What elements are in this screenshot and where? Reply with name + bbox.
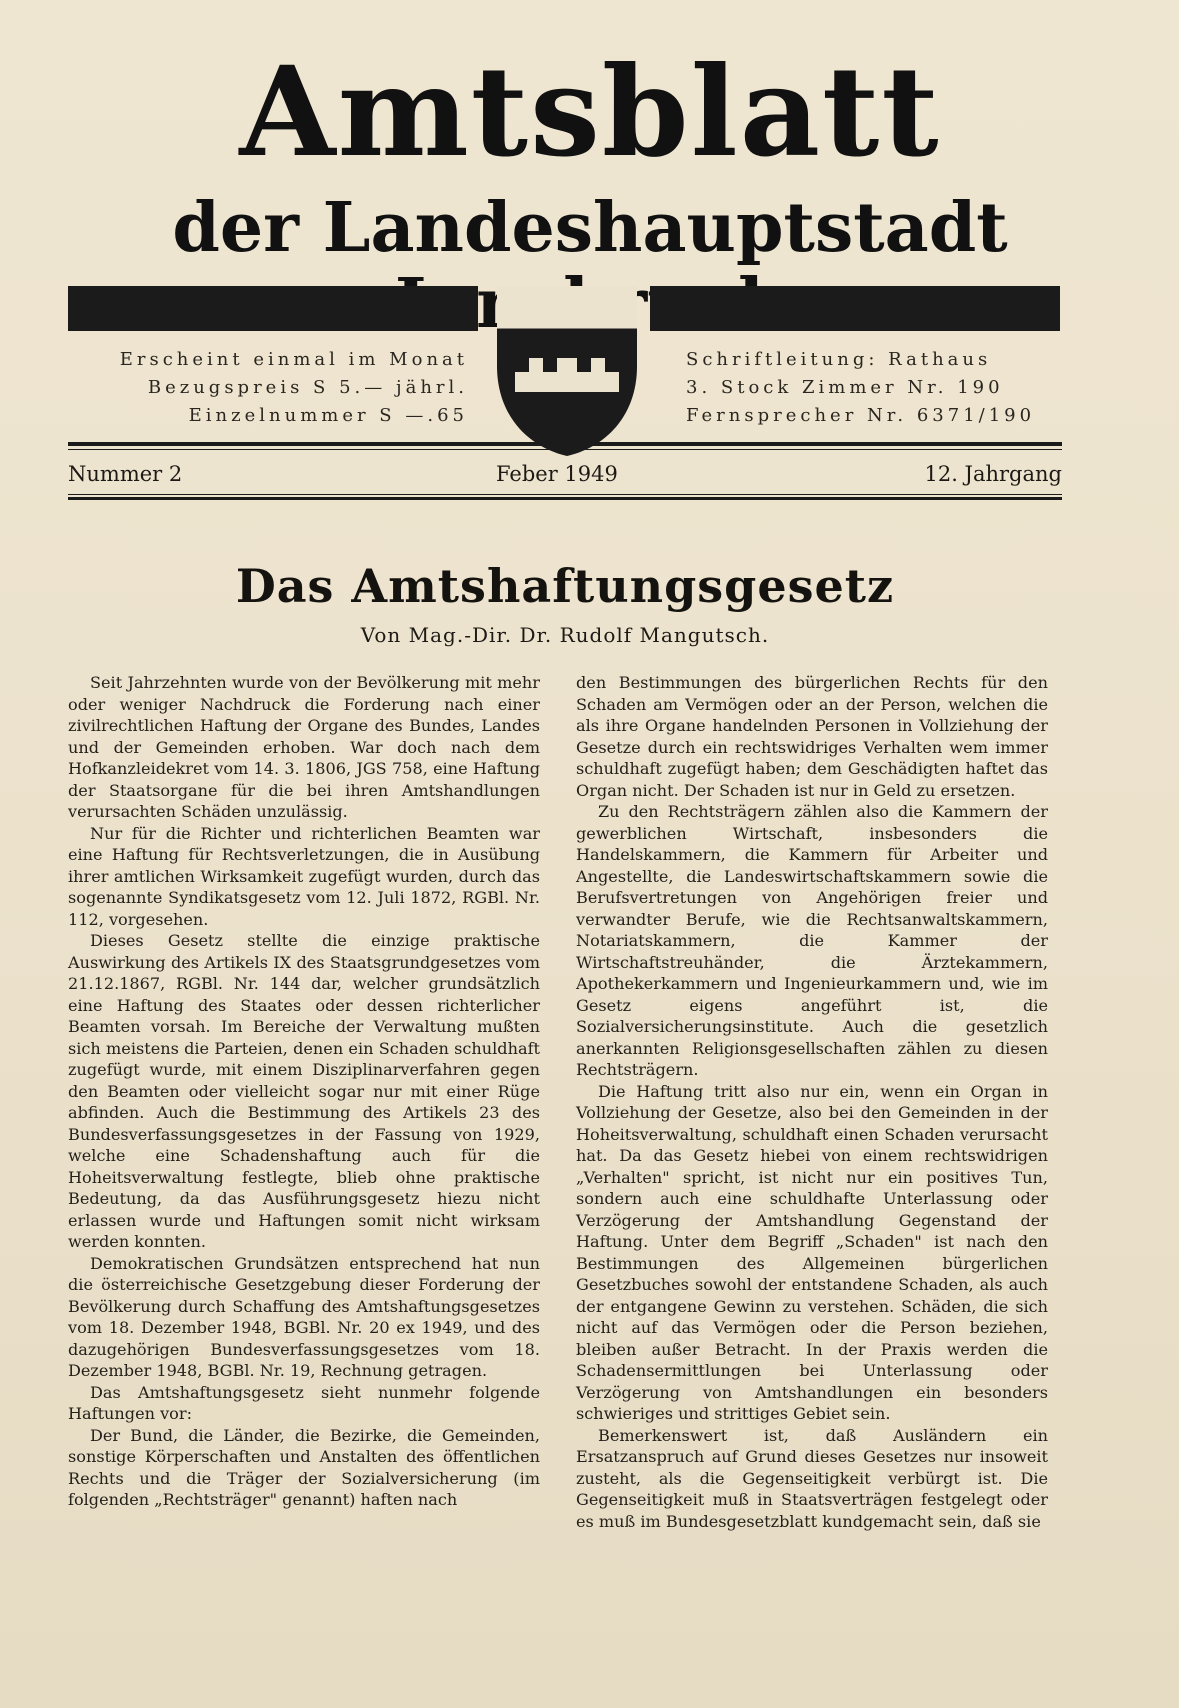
subscription-price-text: Bezugspreis S 5.— jährl. [147,377,468,398]
masthead-title: Amtsblatt [239,40,941,185]
telephone-text: Fernsprecher Nr. 6371/190 [686,405,1036,426]
publication-info-left [68,346,468,430]
article-column-right [576,672,1048,1532]
paragraph: Die Haftung tritt also nur ein, wenn ein Organ in Vollziehung der Gesetze, also bei den Gemeinden in der Hoheitsverwaltung, schuldhaft einen Schaden verursacht hat. Da das Gesetz hiebei von einem rechtswidrigen „Verhalten" spricht, ist nicht nur ein positives Tun, sondern auch eine schuldhafte Unterlassung oder Verzögerung der Amtshandlung Gegenstand der Haftung. Unter dem Begriff „Schaden" ist nach den Bestimmungen des Allgemeinen bürgerlichen Gesetzbuches sowohl der entstandene Schaden, als auch der entgangene Gewinn zu verstehen. Schäden, die sich nicht auf das Vermögen oder die Person beziehen, bleiben außer Betracht. In der Praxis werden die Schadensermittlungen bei Unterlassung oder Verzögerung von Amtshandlungen ein besonders schwieriges und strittiges Gebiet sein. [576,1081,1048,1423]
divider-bottom-thick [68,497,1062,500]
masthead-bar-right [650,286,1060,331]
publication-info-right [686,346,1066,430]
divider-bottom-thin [68,494,1062,495]
editorial-office-text: Schriftleitung: Rathaus [686,349,992,370]
paragraph: Zu den Rechtsträgern zählen also die Kammern der gewerblichen Wirtschaft, insbesonders die Handelskammern, die Kammern für Arbeiter und Angestellte, die Landeswirtschaftskammern sowie die Berufsvertretungen von Angehörigen freier und verwandter Berufe, wie die Rechtsanwaltskammern, Notariatskammern, die Kammer der Wirtschaftstreuhänder, die Ärztekammern, Apothekerkammern und Ingenieurkammern und, wie im Gesetz eigens angeführt ist, die Sozialversicherungsinstitute. Auch die gesetzlich anerkannten Religionsgesellschaften zählen zu diesen Rechtsträgern. [576,802,1048,1079]
masthead-bar-left [68,286,478,331]
article-title: Das Amtshaftungsgesetz [235,559,895,613]
office-room-text: 3. Stock Zimmer Nr. 190 [686,377,1004,398]
issue-volume: 12. Jahrgang [924,462,1062,486]
paragraph: Das Amtshaftungsgesetz sieht nunmehr folgende Haftungen vor: [68,1382,540,1423]
paragraph: Nur für die Richter und richterlichen Beamten war eine Haftung für Rechtsverletzungen, die in Ausübung ihrer amtlichen Wirksamkeit zugefügt wurden, durch das sogenannte Syndikatsgesetz vom 12. Juli 1872, RGBl. Nr. 112, vorgesehen. [68,823,540,929]
paragraph: Dieses Gesetz stellte die einzige praktische Auswirkung des Artikels IX des Staatsgrundgesetzes vom 21.12.1867, RGBl. Nr. 144 dar, welcher grundsätzlich eine Haftung des Staates oder dessen richterlicher Beamten vorsah. Im Bereiche der Verwaltung mußten sich meistens die Parteien, denen ein Schaden schuldhaft zugefügt wurde, mit einem Disziplinarverfahren gegen den Beamten oder vielleicht sogar nur mit einer Rüge abfinden. Auch die Bestimmung des Artikels 23 des Bundesverfassungsgesetzes in der Fassung von 1929, welche eine Schadenshaftung auch für die Hoheitsverwaltung festlegte, blieb ohne praktische Bedeutung, da das Ausführungsgesetz hiezu nicht erlassen wurde und Haftungen somit nicht wirksam werden konnten. [68,931,540,1251]
paragraph: Der Bund, die Länder, die Bezirke, die Gemeinden, sonstige Körperschaften und Anstalten des öffentlichen Rechts und die Träger der Sozialversicherung (im folgenden „Rechtsträger" genannt) haften nach [68,1425,540,1509]
paragraph: Seit Jahrzehnten wurde von der Bevölkerung mit mehr oder weniger Nachdruck die Forderung nach einer zivilrechtlichen Haftung der Organe des Bundes, Landes und der Gemeinden erhoben. War doch nach dem Hofkanzleidekret vom 14. 3. 1806, JGS 758, eine Haftung der Staatsorgane für die bei ihren Amtshandlungen verursachten Schäden unzulässig. [68,673,540,821]
paragraph: den Bestimmungen des bürgerlichen Rechts für den Schaden am Vermögen oder an der Person, welchen die als ihre Organe handelnden Personen in Vollziehung der Gesetze durch ein rechtswidriges Verhalten wem immer schuldhaft zugefügt haben; dem Geschädigten haftet das Organ nicht. Der Schaden ist nur in Geld zu ersetzen. [576,673,1048,800]
city-coat-of-arms-icon [493,280,641,460]
paragraph: Bemerkenswert ist, daß Ausländern ein Ersatzanspruch auf Grund dieses Gesetzes nur insoweit zusteht, als die Gegenseitigkeit verbürgt ist. Die Gegenseitigkeit muß in Staatsverträgen festgelegt oder es muß im Bundesgesetzblatt kundgemacht sein, daß sie [576,1425,1048,1531]
issue-date: Feber 1949 [496,462,618,486]
issue-number: Nummer 2 [68,462,183,486]
article-byline: Von Mag.-Dir. Dr. Rudolf Mangutsch. [360,623,770,647]
frequency-text: Erscheint einmal im Monat [119,349,468,370]
divider-top-thick [68,442,1062,446]
article-column-left [68,672,540,1511]
divider-top-thin [68,449,1062,450]
masthead-subtitle: der Landeshauptstadt [172,188,1008,268]
paragraph: Demokratischen Grundsätzen entsprechend hat nun die österreichische Gesetzgebung dieser Forderung der Bevölkerung durch Schaffung des Amtshaftungsgesetzes vom 18. Dezember 1948, BGBl. Nr. 20 ex 1949, und des dazugehörigen Bundesverfassungsgesetzes vom 18. Dezember 1948, BGBl. Nr. 19, Rechnung getragen. [68,1253,540,1380]
issue-info-row [68,458,1062,490]
single-issue-price-text: Einzelnummer S —.65 [188,405,468,426]
